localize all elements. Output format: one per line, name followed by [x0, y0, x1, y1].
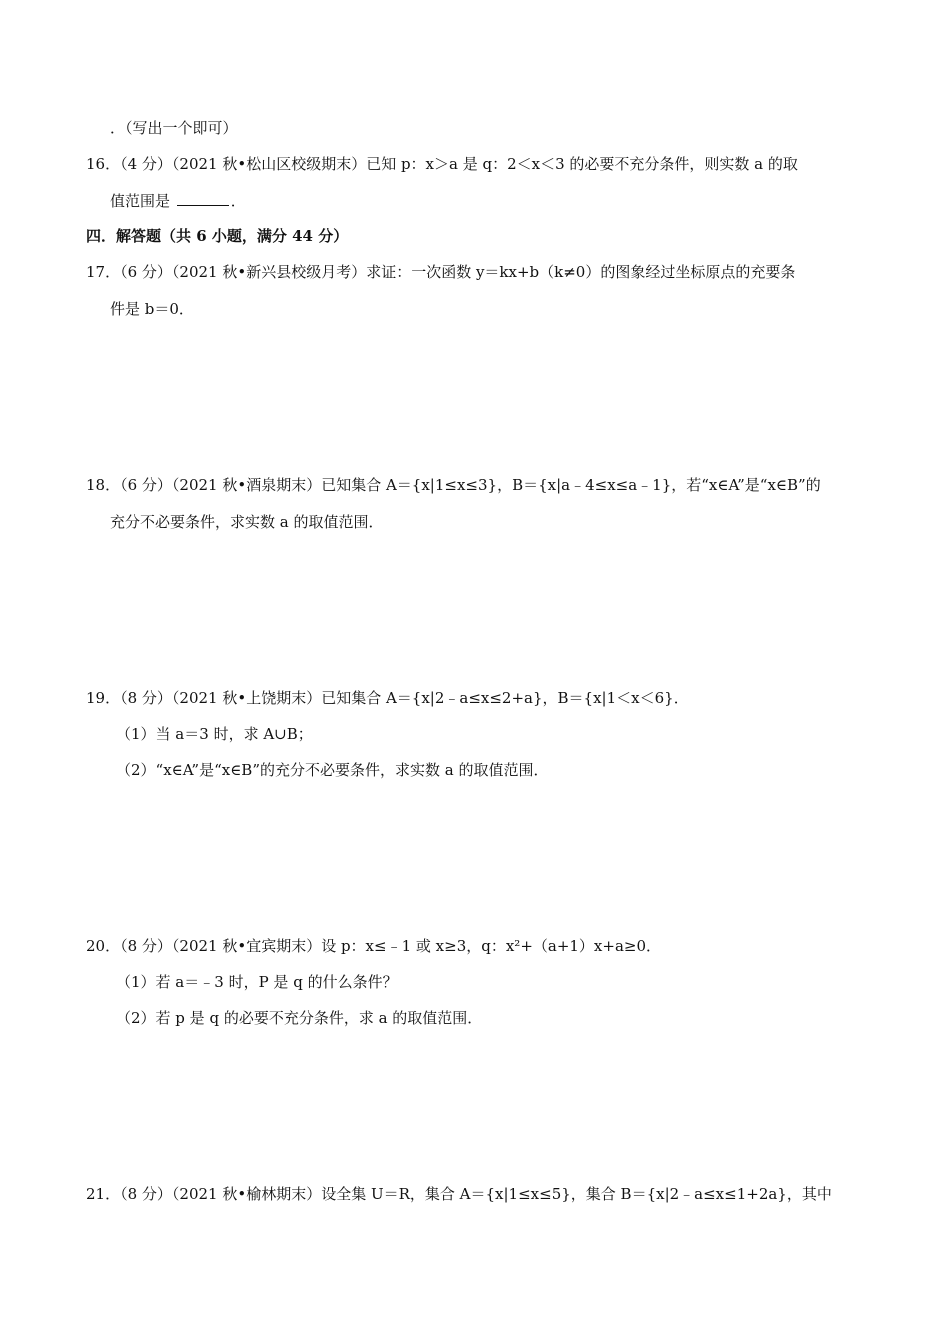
q18-text-2: 充分不必要条件，求实数 a 的取值范围． — [110, 513, 384, 531]
q20-part-2-text: （2）若 p 是 q 的必要不充分条件，求 a 的取值范围． — [116, 1009, 483, 1027]
answer-blank — [177, 191, 229, 206]
q15-tail-line — [110, 118, 864, 138]
q20-text-1: 20．（8 分）（2021 秋•宜宾期末）设 p：x≤﹣1 或 x≥3，q：x²+（a+1）x+a≥0． — [86, 937, 662, 955]
q17-line-2 — [110, 299, 864, 319]
q16-text-end: ． — [230, 192, 246, 210]
q17-line-1 — [86, 262, 864, 282]
q16-line-2 — [110, 191, 864, 211]
q17-text-2: 件是 b＝0． — [110, 300, 194, 318]
q18-text-1: 18．（6 分）（2021 秋•酒泉期末）已知集合 A＝{x|1≤x≤3}，B＝{x|a﹣4≤x≤a﹣1}，若“x∈A”是“x∈B”的 — [86, 476, 821, 494]
q21-line-1 — [86, 1184, 864, 1204]
q15-tail-text: ．（写出一个即可） — [110, 119, 238, 137]
q19-text-1: 19．（8 分）（2021 秋•上饶期末）已知集合 A＝{x|2﹣a≤x≤2+a}，B＝{x|1＜x＜6}． — [86, 689, 689, 707]
q19-part-2 — [116, 760, 864, 780]
section-heading-text: 四．解答题（共 6 小题，满分 44 分） — [86, 227, 349, 245]
q18-line-2 — [110, 512, 864, 532]
q19-part-2-text: （2）“x∈A”是“x∈B”的充分不必要条件，求实数 a 的取值范围． — [116, 761, 549, 779]
q19-line-1 — [86, 688, 864, 708]
q19-part-1 — [116, 724, 864, 744]
q20-part-1-text: （1）若 a＝﹣3 时，P 是 q 的什么条件？ — [116, 973, 398, 991]
q19-part-1-text: （1）当 a＝3 时，求 A∪B； — [116, 725, 313, 743]
q18-line-1 — [86, 475, 864, 495]
q16-text-1: 16．（4 分）（2021 秋•松山区校级期末）已知 p：x＞a 是 q：2＜x＜3 的必要不充分条件，则实数 a 的取 — [86, 155, 798, 173]
q20-line-1 — [86, 936, 864, 956]
q20-part-1 — [116, 972, 864, 992]
q21-text-1: 21．（8 分）（2021 秋•榆林期末）设全集 U＝R，集合 A＝{x|1≤x≤5}，集合 B＝{x|2﹣a≤x≤1+2a}，其中 — [86, 1185, 832, 1203]
q17-text-1: 17．（6 分）（2021 秋•新兴县校级月考）求证：一次函数 y＝kx+b（k≠0）的图象经过坐标原点的充要条 — [86, 263, 796, 281]
q20-part-2 — [116, 1008, 864, 1028]
q16-line-1 — [86, 154, 864, 174]
q16-text-2: 值范围是 — [110, 192, 171, 210]
section-heading — [86, 226, 864, 246]
